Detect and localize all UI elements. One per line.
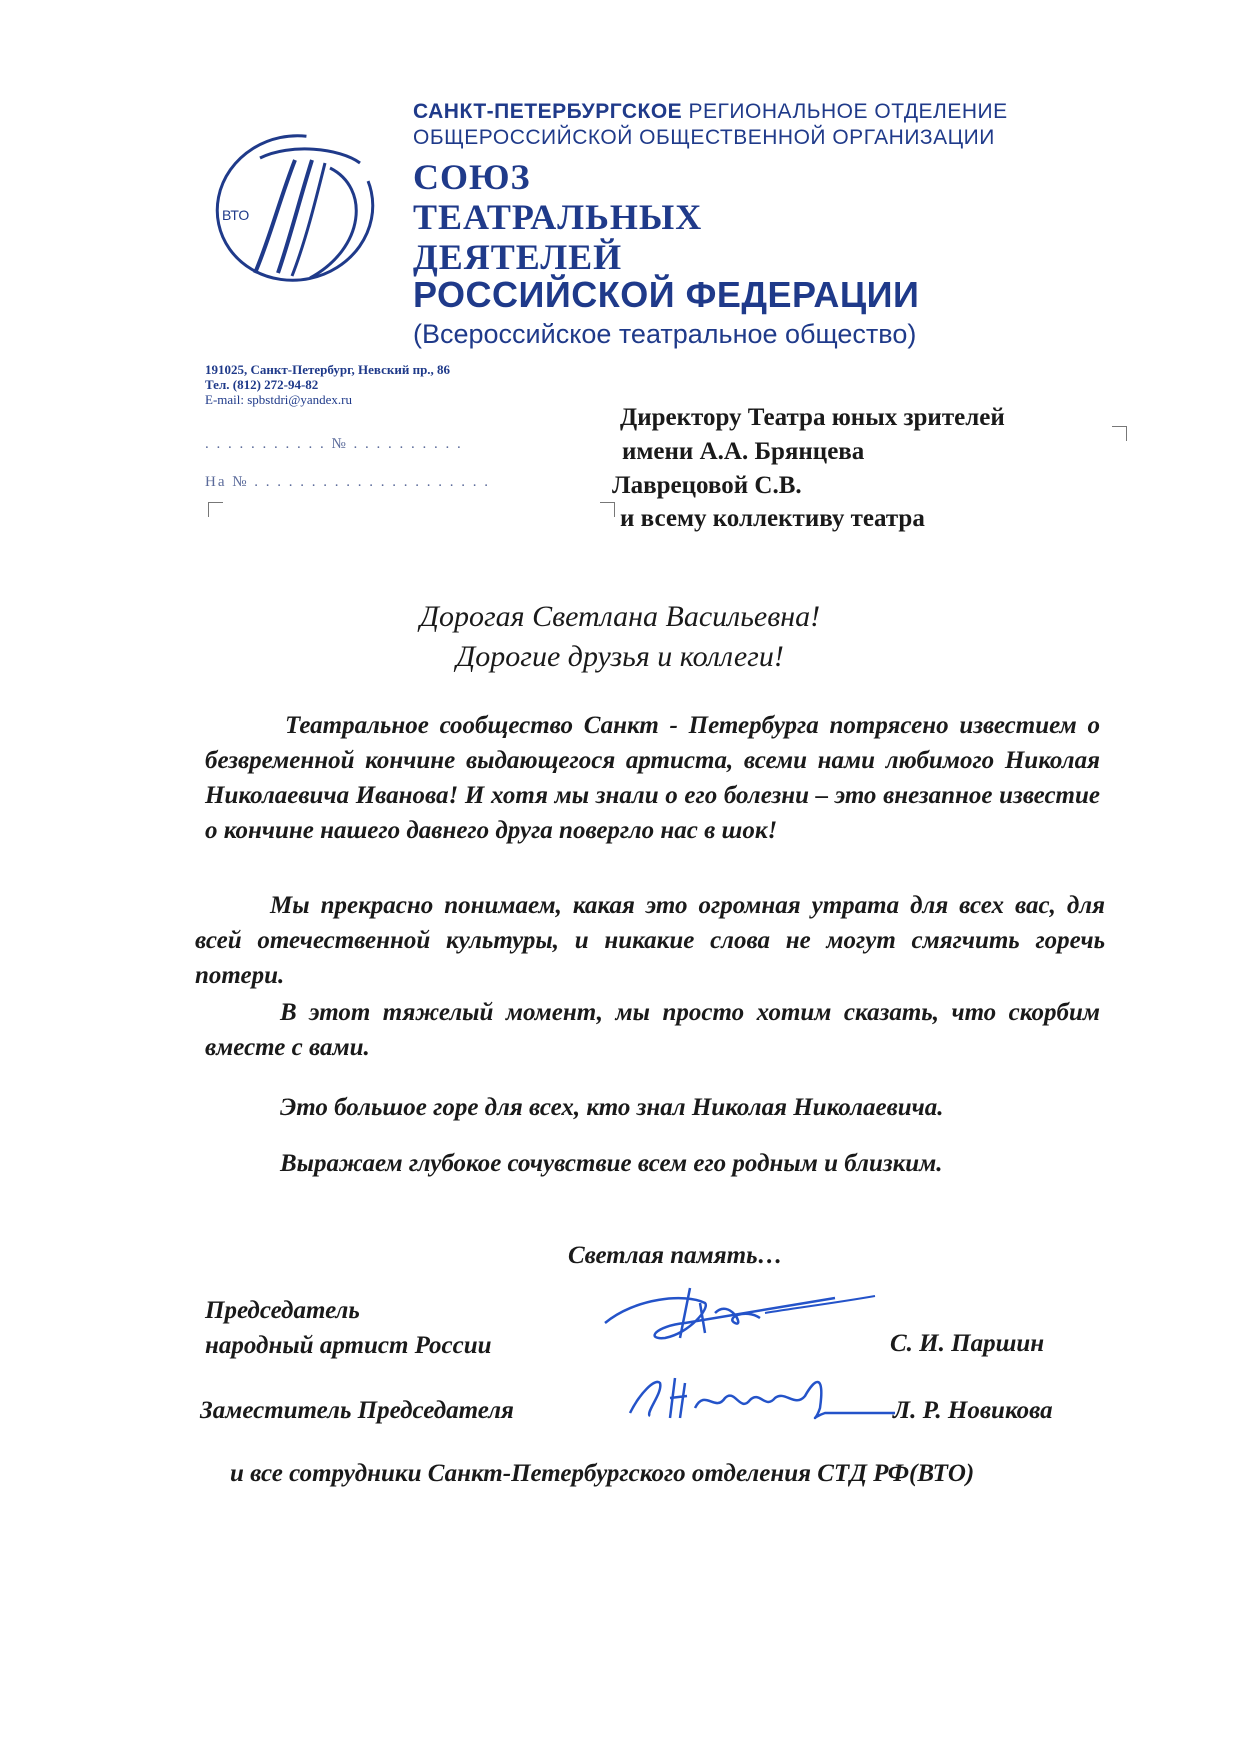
- org-name-line2: ТЕАТРАЛЬНЫХ: [413, 197, 703, 237]
- addressee-line4: и всему коллективу театра: [620, 505, 925, 532]
- signature2: [625, 1368, 900, 1428]
- body-line5: Выражаем глубокое сочувствие всем его родным и близким.: [280, 1150, 943, 1177]
- outgoing-ref-number: . . . . . . . . . . . № . . . . . . . . . .: [205, 436, 463, 452]
- signer1-role-line2: народный артист России: [205, 1332, 492, 1359]
- signature1: [595, 1278, 895, 1348]
- body-line4: Это большое горе для всех, кто знал Николая Николаевича.: [280, 1094, 944, 1121]
- address-corner-mark: [208, 502, 223, 517]
- signer1-role-line1: Председатель: [205, 1297, 360, 1324]
- org-email: E-mail: spbstdri@yandex.ru: [205, 392, 352, 407]
- org-name-line3: ДЕЯТЕЛЕЙ: [413, 237, 623, 277]
- org-type-line1: [413, 100, 1008, 124]
- org-type-line2: ОБЩЕРОССИЙСКОЙ ОБЩЕСТВЕННОЙ ОРГАНИЗАЦИИ: [413, 126, 995, 149]
- closing-line: и все сотрудники Санкт-Петербургского отделения СТД РФ(ВТО): [230, 1460, 975, 1487]
- address-corner-mark: [600, 502, 615, 517]
- address-corner-mark: [1112, 426, 1127, 441]
- addressee-line2: имени А.А. Брянцева: [622, 438, 865, 465]
- greeting-line2: Дорогие друзья и коллеги!: [456, 640, 784, 673]
- org-name-line4: РОССИЙСКОЙ ФЕДЕРАЦИИ: [413, 274, 920, 315]
- org-address: 191025, Санкт-Петербург, Невский пр., 86: [205, 362, 451, 377]
- logo-text: ВТО: [222, 207, 250, 223]
- greeting-line1: Дорогая Светлана Васильевна!: [419, 600, 821, 633]
- signer2-name: Л. Р. Новикова: [893, 1397, 1053, 1424]
- organization-logo: [200, 128, 380, 288]
- org-city: САНКТ-ПЕТЕРБУРГСКОЕ: [413, 100, 683, 123]
- addressee-line3: Лаврецовой С.В.: [612, 472, 802, 499]
- signer2-role: Заместитель Председателя: [200, 1397, 514, 1424]
- body-paragraph3: В этот тяжелый момент, мы просто хотим сказать, что скорбим вместе с вами.: [205, 999, 1100, 1061]
- signer1-name: С. И. Паршин: [890, 1330, 1045, 1357]
- org-phone: Тел. (812) 272-94-82: [205, 377, 319, 392]
- memory-line: Светлая память…: [568, 1242, 783, 1269]
- reply-ref-number: На № . . . . . . . . . . . . . . . . . . . . .: [205, 474, 491, 490]
- body-paragraph2: Мы прекрасно понимаем, какая это огромная утрата для всех вас, для всей отечественной культуры, и никакие слова не могут смягчить горечь потери.: [195, 892, 1105, 989]
- org-name-line1: СОЮЗ: [413, 157, 531, 197]
- org-region: РЕГИОНАЛЬНОЕ ОТДЕЛЕНИЕ: [682, 100, 1008, 123]
- org-subtitle: (Всероссийское театральное общество): [413, 319, 917, 349]
- body-paragraph1: Театральное сообщество Санкт - Петербурга потрясено известием о безвременной кончине выдающегося артиста, всеми нами любимого Николая Николаевича Иванова! И хотя мы знали о его болезни – это внезапное известие о кончине нашего давнего друга повергло нас в шок!: [205, 712, 1100, 844]
- addressee-line1: Директору Театра юных зрителей: [620, 404, 1005, 431]
